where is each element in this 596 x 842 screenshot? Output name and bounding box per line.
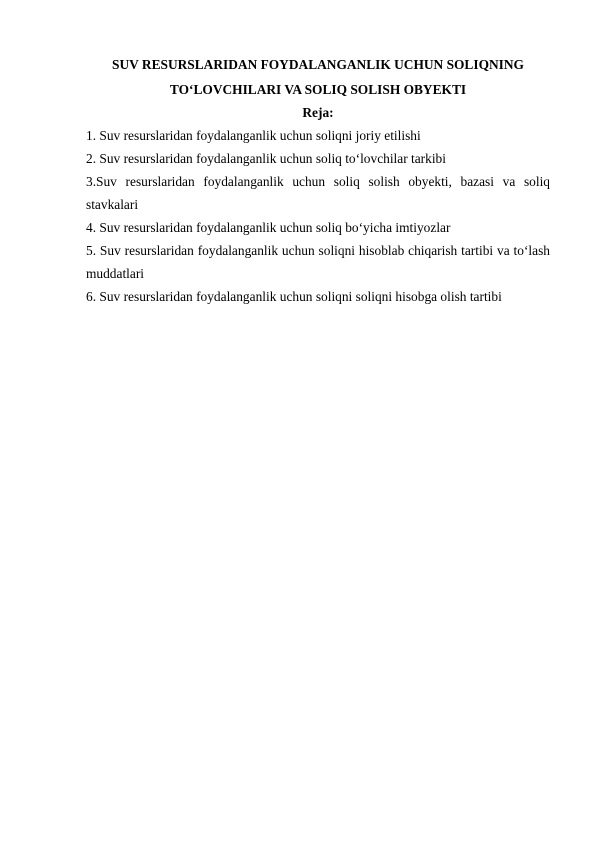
plan-item: 1. Suv resurslaridan foydalanganlik uchun soliqni joriy etilishi [86,128,421,143]
plan-item: 5. Suv resurslaridan foydalanganlik uchun soliqni hisoblab chiqarish tartibi va to‘lash muddatlari [86,243,550,281]
title-line-2: TO‘LOVCHILARI VA SOLIQ SOLISH OBYEKTI [169,82,467,97]
document-page [86,52,550,308]
plan-item: 3.Suv resurslaridan foydalanganlik uchun soliq solish obyekti, bazasi va soliq stavkalari [86,174,550,212]
plan-heading: Reja: [302,105,334,120]
title-line-1: SUV RESURSLARIDAN FOYDALANGANLIK UCHUN SOLIQNING [112,57,524,72]
document-title [86,52,550,102]
plan-item: 6. Suv resurslaridan foydalanganlik uchun soliqni soliqni hisobga olish tartibi [86,289,502,304]
plan-item: 4. Suv resurslaridan foydalanganlik uchun soliq bo‘yicha imtiyozlar [86,220,451,235]
plan-item: 2. Suv resurslaridan foydalanganlik uchun soliq to‘lovchilar tarkibi [86,151,446,166]
plan-list [86,124,550,308]
